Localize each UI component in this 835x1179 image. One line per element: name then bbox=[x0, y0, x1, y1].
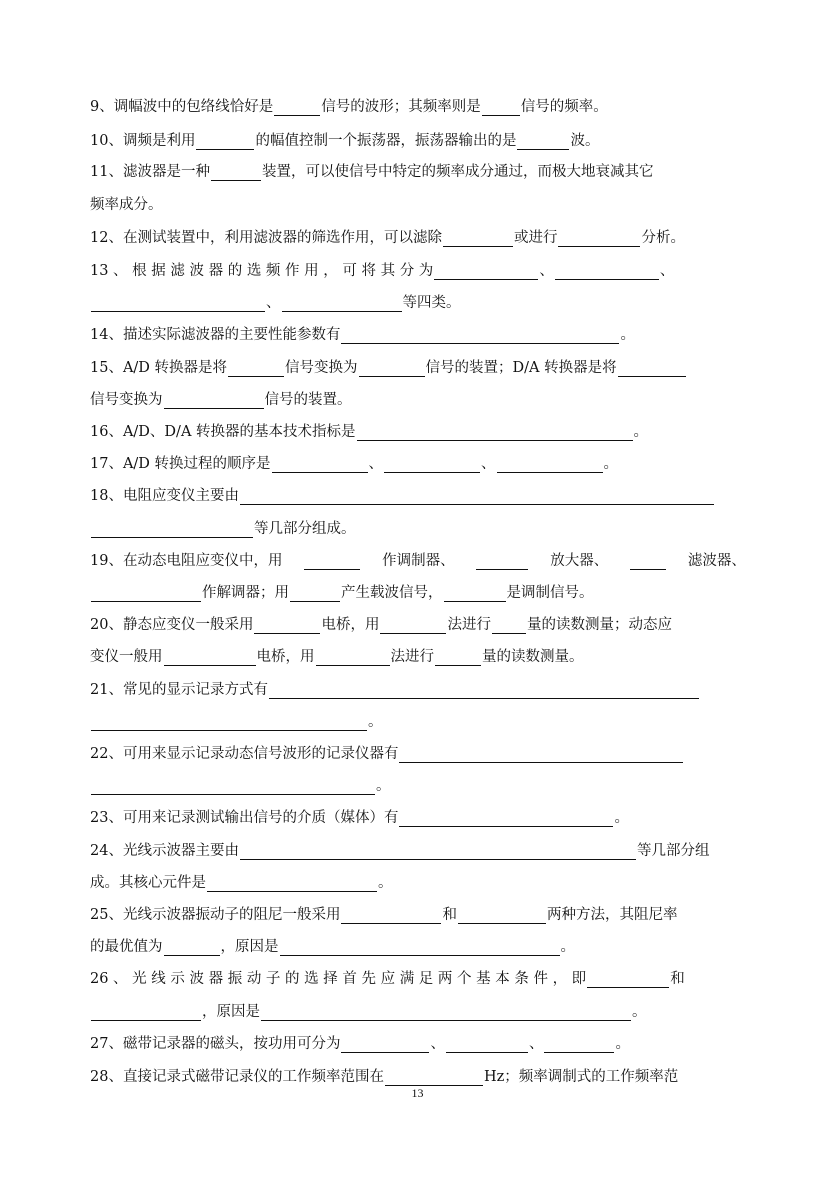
question-text: 。 bbox=[603, 456, 619, 472]
answer-blank[interactable] bbox=[558, 228, 640, 247]
question-text: 13 、 根 据 滤 波 器 的 选 频 作 用 ， 可 将 其 分 为 bbox=[90, 263, 434, 279]
question-text: 17、A/D 转换过程的顺序是 bbox=[90, 456, 271, 472]
answer-blank[interactable] bbox=[630, 551, 666, 570]
answer-blank[interactable] bbox=[434, 261, 538, 280]
question-25-line bbox=[90, 902, 746, 928]
answer-blank[interactable] bbox=[211, 162, 261, 181]
question-23-line bbox=[90, 805, 746, 831]
answer-blank[interactable] bbox=[280, 937, 560, 956]
answer-blank[interactable] bbox=[587, 969, 669, 988]
answer-blank[interactable] bbox=[316, 647, 390, 666]
question-text: 法进行 bbox=[390, 649, 434, 665]
question-text: 28、直接记录式磁带记录仪的工作频率范围在 bbox=[90, 1069, 384, 1085]
question-text: 18、电阻应变仪主要由 bbox=[90, 488, 239, 504]
answer-blank[interactable] bbox=[269, 680, 699, 699]
answer-blank[interactable] bbox=[497, 454, 603, 473]
question-text: 频率成分。 bbox=[90, 197, 163, 213]
answer-blank[interactable] bbox=[91, 519, 253, 538]
answer-blank[interactable] bbox=[341, 1034, 429, 1053]
question-text: 22、可用来显示记录动态信号波形的记录仪器有 bbox=[90, 746, 399, 762]
question-text: 9、调幅波中的包络线恰好是 bbox=[90, 99, 274, 115]
question-text: 装置，可以使信号中特定的频率成分通过，而极大地衰减其它 bbox=[261, 164, 654, 180]
question-text: 的幅值控制一个振荡器，振荡器输出的是 bbox=[255, 133, 517, 149]
question-13-line bbox=[90, 258, 746, 284]
question-26-line bbox=[90, 966, 746, 992]
question-16-line bbox=[90, 419, 746, 445]
question-text: 。 bbox=[615, 1036, 630, 1052]
question-text: 25、光线示波器振动子的阻尼一般采用 bbox=[90, 907, 341, 923]
question-text: 信号变换为 bbox=[285, 360, 358, 376]
question-text: 。 bbox=[620, 327, 635, 343]
answer-blank[interactable] bbox=[272, 454, 368, 473]
question-text: 变仪一般用 bbox=[90, 649, 163, 665]
question-text: 、 bbox=[430, 1036, 445, 1052]
answer-blank[interactable] bbox=[555, 261, 659, 280]
answer-blank[interactable] bbox=[359, 358, 425, 377]
answer-blank[interactable] bbox=[304, 551, 360, 570]
question-10-line bbox=[90, 128, 746, 154]
question-text: 。 bbox=[376, 778, 391, 794]
answer-blank[interactable] bbox=[399, 808, 613, 827]
answer-blank[interactable] bbox=[517, 131, 569, 150]
question-text: 。 bbox=[378, 875, 393, 891]
question-text: 信号的装置。 bbox=[264, 392, 352, 408]
question-21-continuation bbox=[90, 709, 746, 735]
question-text: 15、A/D 转换器是将 bbox=[90, 360, 228, 376]
question-text: 信号的频率。 bbox=[520, 99, 608, 115]
question-11-line bbox=[90, 159, 746, 185]
question-text: ，原因是 bbox=[220, 939, 279, 955]
question-text: 分析。 bbox=[641, 230, 685, 246]
question-text: 26 、 光 线 示 波 器 振 动 子 的 选 择 首 先 应 满 足 两 个 基 本 条 件 ， 即 bbox=[90, 971, 587, 987]
question-text: 。 bbox=[632, 1004, 647, 1020]
question-19-line bbox=[90, 548, 746, 574]
answer-blank[interactable] bbox=[207, 873, 377, 892]
question-text: 。 bbox=[614, 810, 629, 826]
question-text: 、 bbox=[539, 263, 554, 279]
question-text: 信号变换为 bbox=[90, 392, 163, 408]
answer-blank[interactable] bbox=[384, 454, 480, 473]
answer-blank[interactable] bbox=[357, 422, 633, 441]
question-24-continuation bbox=[90, 870, 746, 896]
answer-blank[interactable] bbox=[458, 905, 546, 924]
question-text: 、 bbox=[528, 1036, 544, 1052]
question-text: 24、光线示波器主要由 bbox=[90, 843, 239, 859]
question-21-line bbox=[90, 677, 746, 703]
question-14-line bbox=[90, 322, 746, 348]
answer-blank[interactable] bbox=[196, 131, 254, 150]
question-text: 、 bbox=[368, 456, 384, 472]
question-text: 法进行 bbox=[447, 617, 491, 633]
question-text: 23、可用来记录测试输出信号的介质（媒体）有 bbox=[90, 810, 399, 826]
answer-blank[interactable] bbox=[380, 615, 446, 634]
answer-blank[interactable] bbox=[435, 647, 481, 666]
question-17-line bbox=[90, 451, 746, 477]
question-27-line bbox=[90, 1031, 746, 1057]
question-text: 滤波器、 bbox=[687, 553, 746, 569]
question-text: 27、磁带记录器的磁头，按功用可分为 bbox=[90, 1036, 341, 1052]
question-19-continuation bbox=[90, 580, 746, 606]
answer-blank[interactable] bbox=[290, 583, 340, 602]
question-text: 成。其核心元件是 bbox=[90, 875, 206, 891]
question-text: 。 bbox=[368, 714, 383, 730]
answer-blank[interactable] bbox=[482, 97, 520, 116]
question-text: Hz；频率调制式的工作频率范 bbox=[483, 1069, 679, 1085]
question-text: 作解调器；用 bbox=[202, 585, 289, 601]
question-text: 两种方法，其阻尼率 bbox=[546, 907, 678, 923]
question-text: 14、描述实际滤波器的主要性能参数有 bbox=[90, 327, 341, 343]
answer-blank[interactable] bbox=[341, 325, 619, 344]
answer-blank[interactable] bbox=[476, 551, 528, 570]
answer-blank[interactable] bbox=[254, 615, 320, 634]
question-text: 等几部分组成。 bbox=[254, 521, 356, 537]
question-20-line bbox=[90, 612, 746, 638]
question-text: 10、调频是利用 bbox=[90, 133, 196, 149]
answer-blank[interactable] bbox=[91, 1002, 201, 1021]
question-text: 21、常见的显示记录方式有 bbox=[90, 682, 268, 698]
question-22-continuation bbox=[90, 773, 746, 799]
question-text: 信号的装置；D/A 转换器是将 bbox=[425, 360, 617, 376]
answer-blank[interactable] bbox=[446, 1034, 528, 1053]
question-24-line bbox=[90, 838, 746, 864]
question-text: 。 bbox=[633, 424, 649, 440]
question-text: 电桥，用 bbox=[256, 649, 315, 665]
question-text: 或进行 bbox=[513, 230, 558, 246]
answer-blank[interactable] bbox=[91, 293, 265, 312]
question-22-line bbox=[90, 741, 746, 767]
answer-blank[interactable] bbox=[618, 358, 686, 377]
question-text: 等四类。 bbox=[402, 295, 461, 311]
page-number: 13 bbox=[411, 1086, 424, 1100]
answer-blank[interactable] bbox=[240, 841, 636, 860]
answer-blank[interactable] bbox=[91, 583, 201, 602]
question-text: 、 bbox=[659, 263, 675, 279]
answer-blank[interactable] bbox=[240, 486, 714, 505]
question-text: ，原因是 bbox=[202, 1004, 260, 1020]
question-18-continuation bbox=[90, 516, 746, 542]
answer-blank[interactable] bbox=[274, 97, 320, 116]
question-18-line bbox=[90, 483, 746, 509]
question-text: 19、在动态电阻应变仪中，用 bbox=[90, 553, 283, 569]
question-text: 波。 bbox=[570, 133, 600, 149]
question-15-continuation bbox=[90, 387, 746, 413]
question-25-continuation bbox=[90, 934, 746, 960]
question-text: 量的读数测量。 bbox=[482, 649, 584, 665]
question-text: 等几部分组 bbox=[636, 843, 710, 859]
answer-blank[interactable] bbox=[399, 744, 683, 763]
question-text: 作调制器、 bbox=[382, 553, 455, 569]
answer-blank[interactable] bbox=[91, 776, 375, 795]
answer-blank[interactable] bbox=[341, 905, 441, 924]
question-text: 12、在测试装置中，利用滤波器的筛选作用，可以滤除 bbox=[90, 230, 442, 246]
question-text: 信号的波形；其频率则是 bbox=[321, 99, 481, 115]
question-text: 和 bbox=[442, 907, 457, 923]
question-12-line bbox=[90, 225, 746, 251]
question-9-line bbox=[90, 94, 746, 120]
question-text: 。 bbox=[560, 939, 575, 955]
answer-blank[interactable] bbox=[385, 1067, 483, 1086]
question-text: 放大器、 bbox=[550, 553, 609, 569]
answer-blank[interactable] bbox=[444, 583, 506, 602]
answer-blank[interactable] bbox=[443, 228, 513, 247]
answer-blank[interactable] bbox=[544, 1034, 614, 1053]
answer-blank[interactable] bbox=[164, 937, 220, 956]
question-text: 是调制信号。 bbox=[506, 585, 594, 601]
answer-blank[interactable] bbox=[91, 712, 367, 731]
question-26-continuation bbox=[90, 999, 746, 1025]
question-text: 的最优值为 bbox=[90, 939, 163, 955]
question-text: 量的读数测量；动态应 bbox=[526, 617, 672, 633]
question-15-line bbox=[90, 355, 746, 381]
question-text: 20、静态应变仪一般采用 bbox=[90, 617, 254, 633]
answer-blank[interactable] bbox=[164, 647, 256, 666]
answer-blank[interactable] bbox=[492, 615, 526, 634]
answer-blank[interactable] bbox=[164, 390, 264, 409]
question-text: 16、A/D、D/A 转换器的基本技术指标是 bbox=[90, 424, 356, 440]
question-text: 电桥，用 bbox=[321, 617, 380, 633]
question-text: 、 bbox=[266, 295, 281, 311]
question-text: 11、滤波器是一种 bbox=[90, 164, 210, 180]
answer-blank[interactable] bbox=[228, 358, 284, 377]
question-text: 、 bbox=[481, 456, 496, 472]
question-text: 和 bbox=[670, 971, 685, 987]
answer-blank[interactable] bbox=[261, 1002, 631, 1021]
question-text: 产生载波信号， bbox=[341, 585, 443, 601]
answer-blank[interactable] bbox=[282, 293, 402, 312]
question-11-continuation bbox=[90, 192, 746, 218]
question-13-continuation bbox=[90, 290, 746, 316]
question-20-continuation bbox=[90, 644, 746, 670]
